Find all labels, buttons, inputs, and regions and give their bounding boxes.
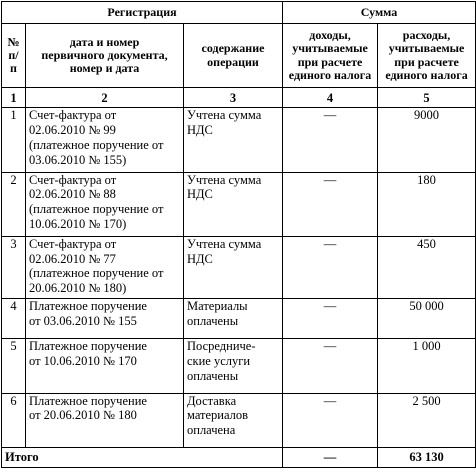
table-row (2, 108, 476, 172)
total-expense: 63 130 (378, 447, 476, 467)
row-income: — (283, 393, 378, 447)
row-document-text: Счет-фактура от 02.06.2010 № 88 (платежное поручение от 10.06.2010 № 170) (29, 172, 164, 231)
row-document (26, 108, 184, 172)
row-document-text: Платежное поручение от 20.06.2010 № 180 (29, 393, 147, 423)
table-row (2, 299, 476, 339)
column-number-row (2, 88, 476, 108)
row-document-text: Платежное поручение от 03.06.2010 № 155 (29, 299, 147, 328)
col-content-header (184, 24, 283, 88)
row-document-text: Платежное поручение от 10.06.2010 № 170 (29, 339, 147, 369)
row-content-text: Доставка материалов оплачена (187, 393, 249, 438)
row-expense: 2 500 (378, 393, 476, 447)
row-expense: 9000 (378, 108, 476, 172)
row-content (184, 108, 283, 172)
row-document (26, 172, 184, 236)
row-number: 3 (2, 236, 26, 298)
column-number-1: 1 (2, 88, 26, 108)
row-document (26, 299, 184, 339)
sum-header: Сумма (283, 2, 476, 24)
row-number: 4 (2, 299, 26, 339)
row-number: 6 (2, 393, 26, 447)
total-row (2, 447, 476, 467)
table-row (2, 236, 476, 298)
row-content-text: Учтена сумма НДС (187, 108, 262, 138)
row-income: — (283, 299, 378, 339)
row-content-text: Материалы оплачены (187, 299, 248, 328)
row-content-text: Учтена сумма НДС (187, 236, 262, 266)
row-income: — (283, 108, 378, 172)
col-expense-header (378, 24, 476, 88)
row-document (26, 393, 184, 447)
row-content (184, 236, 283, 298)
ledger-table (1, 1, 476, 468)
registration-header: Регистрация (2, 2, 283, 24)
row-expense: 50 000 (378, 299, 476, 339)
col-income-header-text: доходы, учитываемые при расчете единого налога (288, 27, 372, 83)
row-content-text: Посредниче- ские услуги оплачены (187, 339, 256, 383)
row-content (184, 339, 283, 393)
column-number-2: 2 (26, 88, 184, 108)
row-document (26, 339, 184, 393)
header-row-groups (2, 2, 476, 24)
col-content-header-text: содержание операции (201, 41, 265, 69)
row-expense: 1 000 (378, 339, 476, 393)
row-income: — (283, 236, 378, 298)
row-income: — (283, 172, 378, 236)
col-doc-header-text: дата и номер первичного документа, номер и дата (41, 34, 168, 76)
column-number-4: 4 (283, 88, 378, 108)
row-document (26, 236, 184, 298)
row-content-text: Учтена сумма НДС (187, 172, 262, 202)
column-number-3: 3 (184, 88, 283, 108)
col-num-header (2, 24, 26, 88)
row-expense: 450 (378, 236, 476, 298)
row-number: 2 (2, 172, 26, 236)
row-number: 1 (2, 108, 26, 172)
col-doc-header (26, 24, 184, 88)
table-row (2, 172, 476, 236)
header-row-columns (2, 24, 476, 88)
total-label: Итого (2, 447, 283, 467)
row-content (184, 172, 283, 236)
row-content (184, 299, 283, 339)
column-number-5: 5 (378, 88, 476, 108)
row-document-text: Счет-фактура от 02.06.2010 № 77 (платежное поручение от 20.06.2010 № 180) (29, 236, 164, 296)
col-income-header (283, 24, 378, 88)
col-num-header-text: № п/п (7, 34, 20, 76)
col-expense-header-text: расходы, учитываемые при расчете единого налога (385, 27, 468, 83)
row-content (184, 393, 283, 447)
table-row (2, 393, 476, 447)
total-income: — (283, 447, 378, 467)
row-document-text: Счет-фактура от 02.06.2010 № 99 (платежное поручение от 03.06.2010 № 155) (29, 108, 164, 167)
row-expense: 180 (378, 172, 476, 236)
row-income: — (283, 339, 378, 393)
row-number: 5 (2, 339, 26, 393)
table-row (2, 339, 476, 393)
